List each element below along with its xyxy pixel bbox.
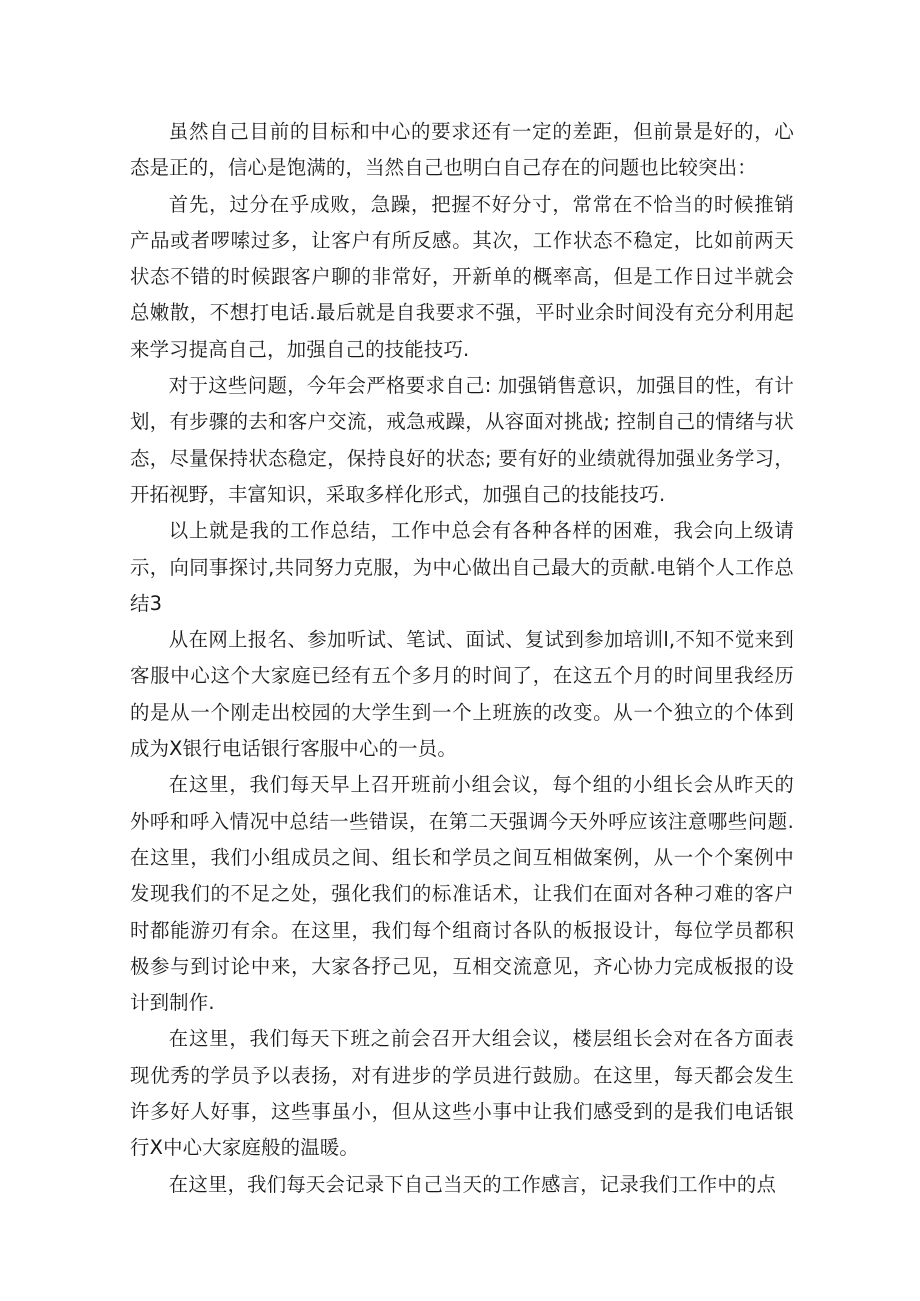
paragraph-1: 虽然自己目前的目标和中心的要求还有一定的差距，但前景是好的，心态是正的，信心是饱满的，当然自己也明白自己存在的问题也比较突出： xyxy=(130,120,794,180)
document-body xyxy=(130,114,794,1203)
paragraph-5: 从在网上报名、参加听试、笔试、面试、复试到参加培训l,不知不觉来到客服中心这个大家庭已经有五个多月的时间了，在这五个月的时间里我经历的是从一个刚走出校园的大学生到一个上班族的改变。从一个独立的个体到成为X银行电话银行客服中心的一员。 xyxy=(130,628,794,761)
paragraph-2: 首先，过分在乎成败，急躁，把握不好分寸，常常在不恰当的时候推销产品或者啰嗦过多，让客户有所反感。其次，工作状态不稳定，比如前两天状态不错的时候跟客户聊的非常好，开新单的概率高，但是工作日过半就会总嫩散，不想打电话.最后就是自我要求不强，平时业余时间没有充分利用起来学习提高自己，加强自己的技能技巧. xyxy=(130,192,794,361)
paragraph-7: 在这里，我们每天下班之前会召开大组会议，楼层组长会对在各方面表现优秀的学员予以表扬，对有进步的学员进行鼓励。在这里，每天都会发生许多好人好事，这些事虽小，但从这些小事中让我们感受到的是我们电话银行X中心大家庭般的温暖。 xyxy=(130,1027,794,1160)
paragraph-6: 在这里，我们每天早上召开班前小组会议，每个组的小组长会从昨天的外呼和呼入情况中总结一些错误，在第二天强调今天外呼应该注意哪些问题.在这里，我们小组成员之间、组长和学员之间互相做案例，从一个个案例中发现我们的不足之处，强化我们的标准话术，让我们在面对各种刁难的客户时都能游刃有余。在这里，我们每个组商讨各队的板报设计，每位学员都积极参与到讨论中来，大家各抒己见，互相交流意见，齐心协力完成板报的设计到制作. xyxy=(130,773,794,1015)
paragraph-3: 对于这些问题，今年会严格要求自己: 加强销售意识，加强目的性，有计划，有步骤的去和客户交流，戒急戒躁，从容面对挑战; 控制自己的情绪与状态，尽量保持状态稳定，保持良好的状态; 要有好的业绩就得加强业务学习，开拓视野，丰富知识，采取多样化形式，加强自己的技能技巧. xyxy=(130,374,794,506)
paragraph-8: 在这里，我们每天会记录下自己当天的工作感言，记录我们工作中的点 xyxy=(168,1172,777,1196)
paragraph-4: 以上就是我的工作总结，工作中总会有各种各样的困难，我会向上级请示，向同事探讨,共同努力克服，为中心做出自己最大的贡献.电销个人工作总结3 xyxy=(130,519,794,615)
